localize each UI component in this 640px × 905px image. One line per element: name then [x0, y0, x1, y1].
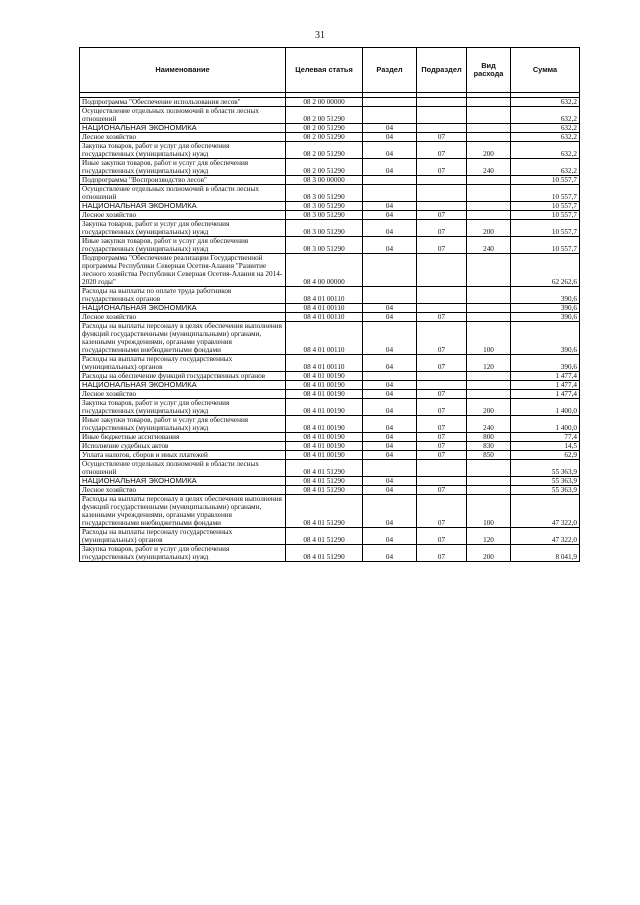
table-row [80, 416, 580, 433]
row-name: Исполнение судебных актов [80, 442, 286, 451]
row-target-article: 08 4 01 00110 [286, 304, 363, 313]
row-target-article: 08 4 01 00190 [286, 399, 363, 416]
row-target-article: 08 4 01 00110 [286, 313, 363, 322]
row-expense-type [467, 287, 511, 304]
row-subsection [417, 98, 467, 107]
row-name: Расходы на выплаты персоналу государственных (муниципальных) органов [80, 355, 286, 372]
row-subsection: 07 [417, 486, 467, 495]
header-target-article: Целевая статья [286, 48, 363, 93]
row-name: Осуществление отдельных полномочий в области лесных отношений [80, 107, 286, 124]
row-section: 04 [363, 486, 417, 495]
table-row [80, 433, 580, 442]
row-subsection: 07 [417, 159, 467, 176]
table-row [80, 372, 580, 381]
row-target-article: 08 2 00 51290 [286, 142, 363, 159]
table-row [80, 133, 580, 142]
row-name: Осуществление отдельных полномочий в области лесных отношений [80, 460, 286, 477]
row-sum: 1 477,4 [511, 381, 580, 390]
row-expense-type: 830 [467, 442, 511, 451]
row-section [363, 254, 417, 287]
row-sum: 62 262,6 [511, 254, 580, 287]
row-section: 04 [363, 313, 417, 322]
row-subsection [417, 254, 467, 287]
row-sum: 390,6 [511, 313, 580, 322]
row-section: 04 [363, 381, 417, 390]
table-row [80, 495, 580, 528]
table-row [80, 220, 580, 237]
row-sum: 14,5 [511, 442, 580, 451]
row-expense-type [467, 390, 511, 399]
row-target-article: 08 4 01 00190 [286, 442, 363, 451]
row-subsection: 07 [417, 416, 467, 433]
row-expense-type [467, 486, 511, 495]
row-expense-type: 120 [467, 355, 511, 372]
row-subsection: 07 [417, 211, 467, 220]
table-row [80, 355, 580, 372]
row-sum: 632,2 [511, 142, 580, 159]
row-subsection: 07 [417, 355, 467, 372]
row-expense-type [467, 477, 511, 486]
table-body [80, 93, 580, 562]
table-row [80, 202, 580, 211]
row-subsection [417, 124, 467, 133]
table-row [80, 98, 580, 107]
row-sum: 55 363,9 [511, 486, 580, 495]
row-subsection [417, 287, 467, 304]
row-subsection [417, 202, 467, 211]
row-subsection: 07 [417, 451, 467, 460]
row-target-article: 08 4 01 51290 [286, 460, 363, 477]
row-section: 04 [363, 142, 417, 159]
row-target-article: 08 2 00 51290 [286, 133, 363, 142]
row-section: 04 [363, 355, 417, 372]
table-row [80, 142, 580, 159]
row-sum: 632,2 [511, 133, 580, 142]
row-expense-type [467, 313, 511, 322]
row-name: НАЦИОНАЛЬНАЯ ЭКОНОМИКА [80, 304, 286, 313]
row-name: Лесное хозяйство [80, 133, 286, 142]
row-section [363, 372, 417, 381]
table-row [80, 399, 580, 416]
row-subsection [417, 185, 467, 202]
row-subsection: 07 [417, 390, 467, 399]
row-name: Закупка товаров, работ и услуг для обеспечения государственных (муниципальных) нужд [80, 220, 286, 237]
table-row [80, 313, 580, 322]
row-expense-type: 200 [467, 220, 511, 237]
row-section: 04 [363, 390, 417, 399]
row-sum: 632,2 [511, 159, 580, 176]
row-target-article: 08 4 01 51290 [286, 528, 363, 545]
row-section: 04 [363, 451, 417, 460]
row-name: Закупка товаров, работ и услуг для обеспечения государственных (муниципальных) нужд [80, 142, 286, 159]
row-expense-type: 240 [467, 159, 511, 176]
row-expense-type: 100 [467, 322, 511, 355]
row-name: Подпрограмма "Обеспечение реализации Государственной программы Республики Северная Осетия-Алания "Развитие лесного хозяйства Республики Северная Осетия-Алания на 2014-2020 годы" [80, 254, 286, 287]
row-expense-type [467, 124, 511, 133]
row-name: Лесное хозяйство [80, 486, 286, 495]
row-expense-type [467, 381, 511, 390]
row-subsection: 07 [417, 133, 467, 142]
row-sum: 62,9 [511, 451, 580, 460]
row-section: 04 [363, 124, 417, 133]
budget-table [79, 47, 580, 562]
table-row [80, 390, 580, 399]
row-target-article: 08 4 01 00110 [286, 287, 363, 304]
row-expense-type [467, 185, 511, 202]
row-target-article: 08 4 01 00190 [286, 416, 363, 433]
row-target-article: 08 4 01 51290 [286, 486, 363, 495]
table-row [80, 107, 580, 124]
row-section: 04 [363, 495, 417, 528]
table-row [80, 486, 580, 495]
table-row [80, 176, 580, 185]
row-name: Лесное хозяйство [80, 211, 286, 220]
row-section: 04 [363, 202, 417, 211]
row-sum: 47 322,0 [511, 495, 580, 528]
row-subsection [417, 372, 467, 381]
row-section: 04 [363, 528, 417, 545]
row-section: 04 [363, 442, 417, 451]
row-expense-type: 200 [467, 142, 511, 159]
row-expense-type: 240 [467, 237, 511, 254]
table-row [80, 381, 580, 390]
table-header-row [80, 48, 580, 93]
row-section: 04 [363, 477, 417, 486]
row-target-article: 08 4 01 51290 [286, 477, 363, 486]
row-sum: 10 557,7 [511, 237, 580, 254]
row-target-article: 08 4 01 00110 [286, 322, 363, 355]
row-sum: 8 041,9 [511, 545, 580, 562]
row-expense-type: 200 [467, 399, 511, 416]
table-row [80, 528, 580, 545]
row-expense-type: 240 [467, 416, 511, 433]
row-name: Расходы на выплаты персоналу государственных (муниципальных) органов [80, 528, 286, 545]
row-target-article: 08 4 01 51290 [286, 545, 363, 562]
header-subsection: Подраздел [417, 48, 467, 93]
row-target-article: 08 4 01 00190 [286, 372, 363, 381]
row-section [363, 460, 417, 477]
header-name: Наименование [80, 48, 286, 93]
row-expense-type: 100 [467, 495, 511, 528]
table-row [80, 159, 580, 176]
row-subsection: 07 [417, 220, 467, 237]
table-row [80, 185, 580, 202]
row-section: 04 [363, 322, 417, 355]
row-subsection: 07 [417, 237, 467, 254]
row-target-article: 08 4 01 51290 [286, 495, 363, 528]
row-target-article: 08 3 00 51290 [286, 202, 363, 211]
row-section: 04 [363, 133, 417, 142]
row-name: НАЦИОНАЛЬНАЯ ЭКОНОМИКА [80, 202, 286, 211]
row-name: НАЦИОНАЛЬНАЯ ЭКОНОМИКА [80, 124, 286, 133]
row-name: Лесное хозяйство [80, 390, 286, 399]
row-section [363, 98, 417, 107]
row-expense-type [467, 202, 511, 211]
row-sum: 632,2 [511, 124, 580, 133]
row-section: 04 [363, 159, 417, 176]
row-target-article: 08 3 00 51290 [286, 185, 363, 202]
row-subsection: 07 [417, 528, 467, 545]
row-sum: 10 557,7 [511, 211, 580, 220]
row-subsection: 07 [417, 442, 467, 451]
row-expense-type [467, 372, 511, 381]
table-row [80, 322, 580, 355]
row-subsection [417, 477, 467, 486]
row-sum: 10 557,7 [511, 185, 580, 202]
table-row [80, 451, 580, 460]
row-section [363, 185, 417, 202]
row-name: Осуществление отдельных полномочий в области лесных отношений [80, 185, 286, 202]
row-sum: 632,2 [511, 98, 580, 107]
row-sum: 1 477,4 [511, 390, 580, 399]
row-sum: 390,6 [511, 304, 580, 313]
row-target-article: 08 3 00 51290 [286, 237, 363, 254]
table-row [80, 460, 580, 477]
row-expense-type: 800 [467, 433, 511, 442]
table-row [80, 545, 580, 562]
row-target-article: 08 4 00 00000 [286, 254, 363, 287]
table-row [80, 287, 580, 304]
row-target-article: 08 3 00 51290 [286, 220, 363, 237]
row-target-article: 08 4 01 00110 [286, 355, 363, 372]
row-section: 04 [363, 416, 417, 433]
row-subsection [417, 176, 467, 185]
row-section: 04 [363, 433, 417, 442]
row-expense-type [467, 107, 511, 124]
table-row [80, 211, 580, 220]
row-expense-type [467, 304, 511, 313]
row-subsection: 07 [417, 313, 467, 322]
row-sum: 390,6 [511, 355, 580, 372]
row-subsection [417, 107, 467, 124]
row-section: 04 [363, 399, 417, 416]
row-name: Расходы на обеспечение функций государственных органов [80, 372, 286, 381]
row-name: НАЦИОНАЛЬНАЯ ЭКОНОМИКА [80, 477, 286, 486]
row-sum: 55 363,9 [511, 477, 580, 486]
row-sum: 10 557,7 [511, 202, 580, 211]
row-target-article: 08 2 00 51290 [286, 124, 363, 133]
table-row [80, 124, 580, 133]
row-sum: 47 322,0 [511, 528, 580, 545]
row-section [363, 287, 417, 304]
row-section: 04 [363, 545, 417, 562]
row-name: Расходы на выплаты персоналу в целях обеспечения выполнения функций государственными (муниципальными) органами, казенными учреждениями, органами управления государственными внебюджетными фондами [80, 322, 286, 355]
row-subsection [417, 460, 467, 477]
header-expense-type: Вид расхода [467, 48, 511, 93]
row-target-article: 08 2 00 51290 [286, 159, 363, 176]
table-row [80, 254, 580, 287]
row-section [363, 107, 417, 124]
row-name: Иные закупки товаров, работ и услуг для обеспечения государственных (муниципальных) нужд [80, 159, 286, 176]
row-name: Закупка товаров, работ и услуг для обеспечения государственных (муниципальных) нужд [80, 545, 286, 562]
header-section: Раздел [363, 48, 417, 93]
row-name: Подпрограмма "Обеспечение использования лесов" [80, 98, 286, 107]
row-name: Уплата налогов, сборов и иных платежей [80, 451, 286, 460]
row-name: Лесное хозяйство [80, 313, 286, 322]
row-sum: 390,6 [511, 322, 580, 355]
row-expense-type: 850 [467, 451, 511, 460]
row-subsection: 07 [417, 433, 467, 442]
row-sum: 1 477,4 [511, 372, 580, 381]
row-subsection: 07 [417, 322, 467, 355]
row-section: 04 [363, 211, 417, 220]
row-section: 04 [363, 220, 417, 237]
row-name: Закупка товаров, работ и услуг для обеспечения государственных (муниципальных) нужд [80, 399, 286, 416]
row-target-article: 08 2 00 00000 [286, 98, 363, 107]
row-target-article: 08 4 01 00190 [286, 433, 363, 442]
row-sum: 390,6 [511, 287, 580, 304]
row-name: НАЦИОНАЛЬНАЯ ЭКОНОМИКА [80, 381, 286, 390]
row-name: Расходы на выплаты персоналу в целях обеспечения выполнения функций государственными (муниципальными) органами, казенными учреждениями, органами управления государственными внебюджетными фондами [80, 495, 286, 528]
row-target-article: 08 4 01 00190 [286, 451, 363, 460]
row-expense-type [467, 133, 511, 142]
row-section: 04 [363, 237, 417, 254]
row-subsection [417, 381, 467, 390]
row-sum: 55 363,9 [511, 460, 580, 477]
row-expense-type [467, 254, 511, 287]
table-row [80, 442, 580, 451]
row-target-article: 08 4 01 00190 [286, 390, 363, 399]
row-section [363, 176, 417, 185]
row-sum: 10 557,7 [511, 220, 580, 237]
row-target-article: 08 4 01 00190 [286, 381, 363, 390]
row-section: 04 [363, 304, 417, 313]
row-target-article: 08 3 00 00000 [286, 176, 363, 185]
header-sum: Сумма [511, 48, 580, 93]
row-expense-type: 120 [467, 528, 511, 545]
row-sum: 1 400,0 [511, 399, 580, 416]
row-subsection: 07 [417, 495, 467, 528]
row-sum: 632,2 [511, 107, 580, 124]
row-name: Иные закупки товаров, работ и услуг для обеспечения государственных (муниципальных) нужд [80, 237, 286, 254]
row-sum: 77,4 [511, 433, 580, 442]
row-subsection: 07 [417, 399, 467, 416]
row-expense-type [467, 176, 511, 185]
row-name: Иные закупки товаров, работ и услуг для обеспечения государственных (муниципальных) нужд [80, 416, 286, 433]
row-expense-type: 200 [467, 545, 511, 562]
row-name: Подпрограмма "Воспроизводство лесов" [80, 176, 286, 185]
row-sum: 1 400,0 [511, 416, 580, 433]
table-row [80, 304, 580, 313]
table-row [80, 477, 580, 486]
row-name: Иные бюджетные ассигнования [80, 433, 286, 442]
row-target-article: 08 3 00 51290 [286, 211, 363, 220]
row-target-article: 08 2 00 51290 [286, 107, 363, 124]
row-expense-type [467, 211, 511, 220]
row-sum: 10 557,7 [511, 176, 580, 185]
row-subsection [417, 304, 467, 313]
row-expense-type [467, 460, 511, 477]
row-expense-type [467, 98, 511, 107]
row-subsection: 07 [417, 545, 467, 562]
table-row [80, 237, 580, 254]
page-number: 31 [315, 30, 325, 41]
row-name: Расходы на выплаты по оплате труда работников государственных органов [80, 287, 286, 304]
row-subsection: 07 [417, 142, 467, 159]
